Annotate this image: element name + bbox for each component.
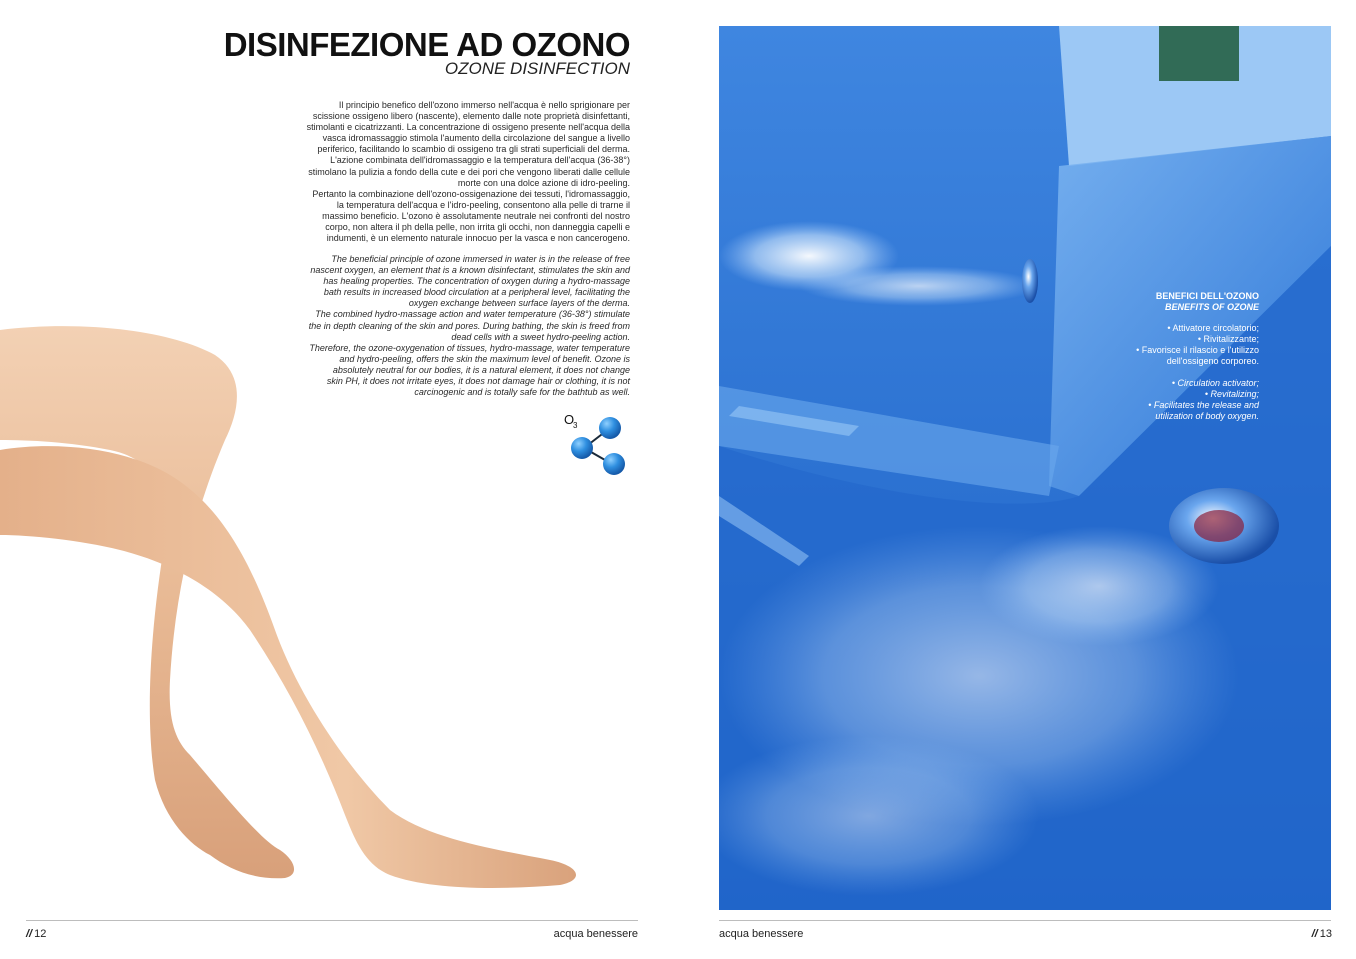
page-number-right [1312,928,1332,940]
benefits-list-en [1059,378,1259,422]
body-en-line: absolutely neutral for our bodies, it is a natural element, it does not change [332,364,630,375]
body-en-line: The combined hydro-massage action and water temperature (36-38°) stimulate [315,309,630,320]
body-en-line: carcinogenic and is totally safe for the bathtub as well. [414,387,630,398]
molecule-label: O [564,412,575,427]
legs-image [0,300,640,900]
body-en-line: the in depth cleaning of the skin and pores. During bathing, the skin is freed from [308,320,630,331]
page-number: 13 [1319,928,1332,940]
benefits-list-it [1059,323,1259,367]
page-number: 12 [34,928,47,940]
body-en-line: nascent oxygen, an element that is a known disinfectant, stimulates the skin and [310,265,630,276]
page-title: DISINFEZIONE AD OZONO [223,26,630,63]
tub-illustration [719,26,1331,910]
benefit-item: • Facilitates the release and [1148,400,1259,410]
body-it-line: Il principio benefico dell'ozono immerso nell'acqua è nello sprigionare per [338,100,630,110]
body-it-line: Pertanto la combinazione dell'ozono-ossigenazione dei tessuti, l'idromassaggio, [312,188,630,199]
body-en-line: bath results in increased blood circulation at a peripheral level, facilitating the [323,287,630,298]
benefits-box [1059,291,1259,422]
body-en-line: oxygen exchange between surface layers of the derma. [408,298,630,309]
body-it-line: vasca idromassaggio stimola l'aumento della circolazione del sangue a livello [322,133,630,144]
body-it-line: indumenti, è un elemento naturale innocuo per la vasca e non cancerogeno. [326,233,630,244]
footer-divider [719,920,1331,921]
body-en-line: has healing properties. The concentration of oxygen during a hydro-massage [323,276,630,287]
body-en-line: skin PH, it does not irritate eyes, it does not damage hair or clothing, it is not [326,376,630,387]
footer-divider [26,920,638,921]
body-it-line: L'azione combinata dell'idromassaggio e la temperatura dell'acqua (36-38°) [330,155,630,166]
body-en-line: The beneficial principle of ozone immersed in water is in the release of free [331,254,630,264]
body-it-line: morte con una dolce azione di idro-peeling. [457,177,630,188]
body-en-line: and hydro-peeling, offers the skin the maximum level of benefit. Ozone is [339,353,630,364]
footer-slash: // [1311,928,1318,940]
benefit-item: utilization of body oxygen. [1155,411,1259,421]
body-it-line: la temperatura dell'acqua e l'idro-peeling, consentono alla pelle di trarne il [336,199,630,210]
benefits-title-en: BENEFITS OF OZONE [1164,302,1259,312]
body-it-line: corpo, non altera il ph della pelle, non irrita gli occhi, non danneggia capelli e [325,222,630,233]
benefit-item: • Rivitalizzante; [1197,334,1259,344]
page-subtitle: OZONE DISINFECTION [444,59,630,78]
hydromassage-tub-photo [719,26,1331,910]
molecule-subscript: 3 [573,421,578,430]
footer-brand-left: acqua benessere [553,928,638,940]
benefit-item: • Circulation activator; [1171,378,1259,388]
benefit-item: dell'ossigeno corporeo. [1166,356,1259,366]
benefit-item: • Attivatore circolatorio; [1167,323,1259,333]
body-it-line: scissione ossigeno libero (nascente), elemento dalle note proprietà disinfettanti, [312,111,630,122]
benefit-item: • Revitalizing; [1204,389,1259,399]
body-it-line: periferico, facilitando lo scambio di ossigeno tra gli strati superficiali del derma. [317,144,630,155]
right-page [678,0,1356,959]
footer-brand-right: acqua benessere [719,928,804,940]
body-it-line: stimolanti e cicatrizzanti. La concentrazione di ossigeno presente nell'acqua della [306,122,630,133]
body-it-line: stimolano la pulizia a fondo della cute e dei pori che vengono liberati dalle cellule [308,166,630,177]
body-en-line: Therefore, the ozone-oxygenation of tissues, hydro-massage, water temperature [309,342,630,353]
benefits-title-it: BENEFICI DELL'OZONO [1155,291,1259,301]
benefit-item: • Favorisce il rilascio e l'utilizzo [1136,345,1259,355]
page-number-left [26,928,46,940]
footer-slash: // [26,928,33,940]
body-text-italian [290,100,630,244]
body-it-line: massimo beneficio. L'ozono è assolutamente neutrale nei confronti del nostro [322,210,630,221]
body-en-line: dead cells with a sweet hydro-peeling action. [451,331,630,342]
